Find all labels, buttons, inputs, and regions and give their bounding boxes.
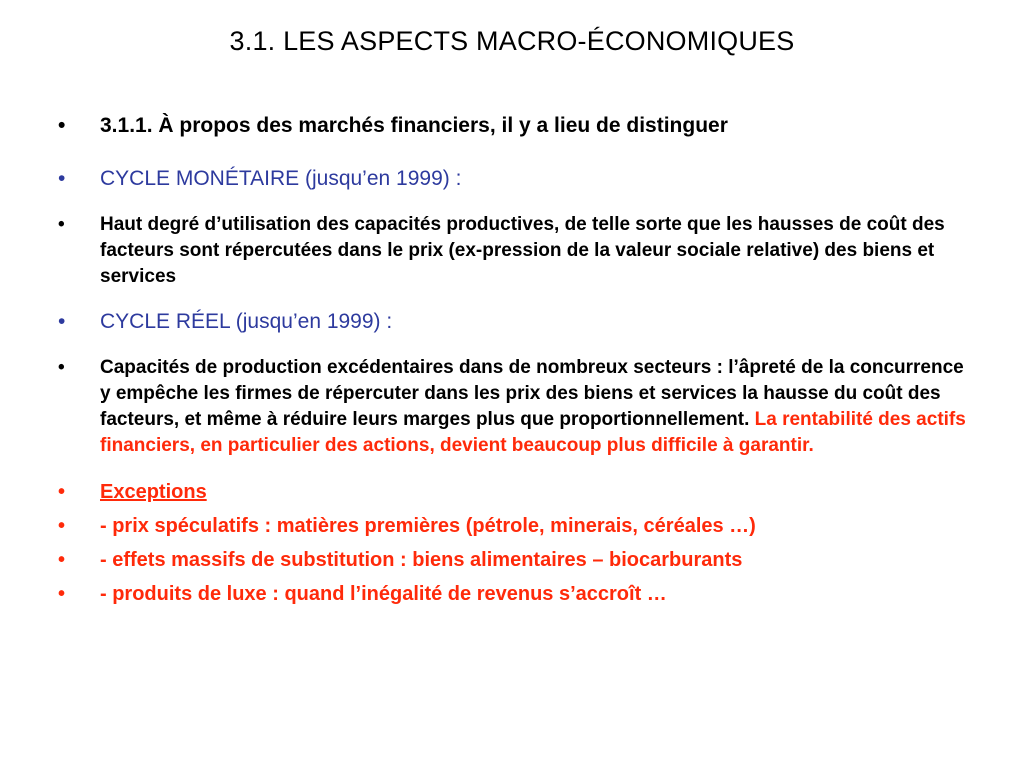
- bullet-item-cycle-reel: [58, 308, 968, 335]
- bullet-item-monetaire-description: [58, 212, 968, 290]
- bullet-list: [58, 112, 968, 608]
- bullet-icon: •: [58, 114, 66, 137]
- bullet-icon: •: [58, 549, 66, 571]
- bullet-text: - produits de luxe : quand l’inégalité de revenus s’accroît …: [100, 583, 667, 605]
- bullet-text: - prix spéculatifs : matières premières (pétrole, minerais, céréales …): [100, 515, 756, 537]
- bullet-text: CYCLE RÉEL (jusqu’en 1999) :: [100, 310, 393, 333]
- bullet-icon: •: [58, 167, 66, 190]
- bullet-text: - effets massifs de substitution : biens alimentaires – biocarburants: [100, 549, 743, 571]
- bullet-icon: •: [58, 310, 66, 333]
- bullet-item-exceptions-heading: [58, 479, 968, 506]
- bullet-icon: •: [58, 481, 66, 503]
- bullet-text: Exceptions: [100, 481, 207, 503]
- bullet-icon: •: [58, 583, 66, 605]
- bullet-item-exception-speculatifs: [58, 513, 968, 540]
- bullet-text-red-highlight: La rentabilité des actifs financiers, en particulier des actions, devient beaucoup plus difficile à garantir.: [100, 409, 966, 456]
- bullet-text: 3.1.1. À propos des marchés financiers, il y a lieu de distinguer: [100, 114, 728, 137]
- bullet-icon: •: [58, 357, 65, 378]
- bullet-item-exception-luxe: [58, 581, 968, 608]
- bullet-item-exception-substitution: [58, 547, 968, 574]
- bullet-item-section-heading: [58, 112, 968, 139]
- bullet-icon: •: [58, 515, 66, 537]
- bullet-text: Haut degré d’utilisation des capacités productives, de telle sorte que les hausses de coût des facteurs sont répercutées dans le prix (ex-pression de la valeur sociale relative) des biens et services: [100, 214, 945, 287]
- bullet-item-cycle-monetaire: [58, 165, 968, 192]
- bullet-text: CYCLE MONÉTAIRE (jusqu’en 1999) :: [100, 167, 462, 190]
- slide-title: 3.1. LES ASPECTS MACRO-ÉCONOMIQUES: [229, 26, 795, 56]
- bullet-item-reel-description: [58, 355, 968, 459]
- bullet-text-black: Capacités de production excédentaires dans de nombreux secteurs : l’âpreté de la concurrence y empêche les firmes de répercuter dans les prix des biens et services la hausse du coût des facteurs, et même à réduire leurs marges plus que proportionnellement.: [100, 357, 964, 430]
- bullet-icon: •: [58, 214, 65, 235]
